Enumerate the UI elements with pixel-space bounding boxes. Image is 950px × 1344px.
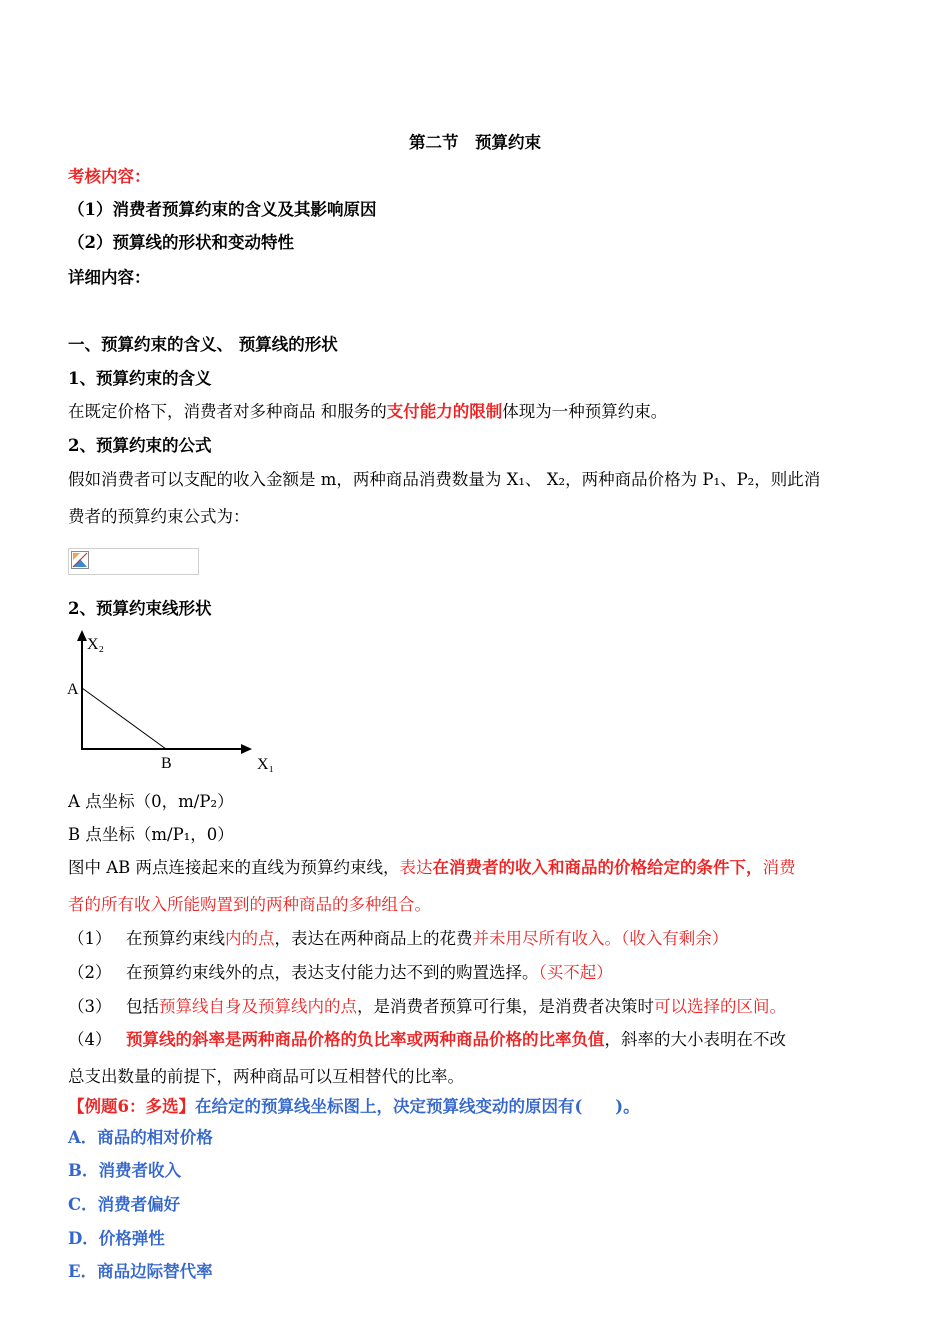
x-axis-label: X₁	[257, 756, 275, 773]
example-question: 【例题6：多选】在给定的预算线坐标图上，决定预算线变动的原因有( )。	[68, 1097, 640, 1116]
subheading-meaning: 1、预算约束的含义	[68, 369, 212, 388]
point-a-label: A	[67, 681, 79, 698]
y-axis-label: X₂	[87, 636, 105, 653]
section-heading: 一、预算约束的含义、 预算线的形状	[68, 335, 338, 354]
point-item-4: （4） 预算线的斜率是两种商品价格的负比率或两种商品价格的比率负值，斜率的大小表明在不改	[68, 1030, 786, 1049]
point-item-2: （2） 在预算约束线外的点，表达支付能力达不到的购置选择。（买不起）	[68, 963, 613, 982]
coord-b: B 点坐标（m/P₁，0）	[68, 825, 234, 844]
paragraph-formula-2: 费者的预算约束公式为：	[68, 507, 250, 526]
point-b-label: B	[161, 755, 172, 772]
option-c: C．消费者偏好	[68, 1195, 181, 1214]
option-b: B．消费者收入	[68, 1161, 181, 1180]
formula-image-placeholder	[68, 548, 199, 575]
subheading-shape: 2、预算约束线形状	[68, 599, 212, 618]
broken-image-icon	[71, 551, 89, 569]
coord-a: A 点坐标（0，m/P₂）	[68, 792, 234, 811]
option-d: D．价格弹性	[68, 1229, 165, 1248]
exam-heading: 考核内容：	[68, 167, 151, 186]
page-title: 第二节 预算约束	[409, 133, 541, 152]
example-tag: 【例题6：多选】	[68, 1097, 195, 1116]
highlight-payment-limit: 支付能力的限制	[386, 402, 503, 421]
subheading-formula: 2、预算约束的公式	[68, 436, 212, 455]
point-item-4-continued: 总支出数量的前提下，两种商品可以互相替代的比率。	[68, 1067, 464, 1086]
paragraph-formula-1: 假如消费者可以支配的收入金额是 m，两种商品消费数量为 X₁、 X₂，两种商品价格为 P₁、P₂，则此消	[68, 470, 821, 489]
point-item-3: （3） 包括预算线自身及预算线内的点，是消费者预算可行集，是消费者决策时可以选择的区间。	[68, 997, 786, 1016]
exam-item-2: （2）预算线的形状和变动特性	[68, 233, 294, 252]
ab-paragraph-1: 图中 AB 两点连接起来的直线为预算约束线，表达在消费者的收入和商品的价格给定的条件下，消费	[68, 858, 796, 877]
ab-paragraph-2: 者的所有收入所能购置到的两种商品的多种组合。	[68, 895, 431, 914]
exam-item-1: （1）消费者预算约束的含义及其影响原因	[68, 200, 377, 219]
budget-line	[82, 688, 166, 749]
detail-heading: 详细内容：	[68, 268, 151, 287]
option-e: E．商品边际替代率	[68, 1262, 213, 1281]
paragraph-meaning: 在既定价格下，消费者对多种商品 和服务的支付能力的限制体现为一种预算约束。	[68, 402, 668, 421]
point-item-1: （1） 在预算约束线内的点，表达在两种商品上的花费并未用尽所有收入。（收入有剩余）	[68, 929, 729, 948]
y-axis-arrow-icon	[77, 630, 87, 641]
option-a: A．商品的相对价格	[68, 1128, 213, 1147]
budget-line-graph	[62, 630, 292, 775]
x-axis-arrow-icon	[241, 744, 252, 754]
